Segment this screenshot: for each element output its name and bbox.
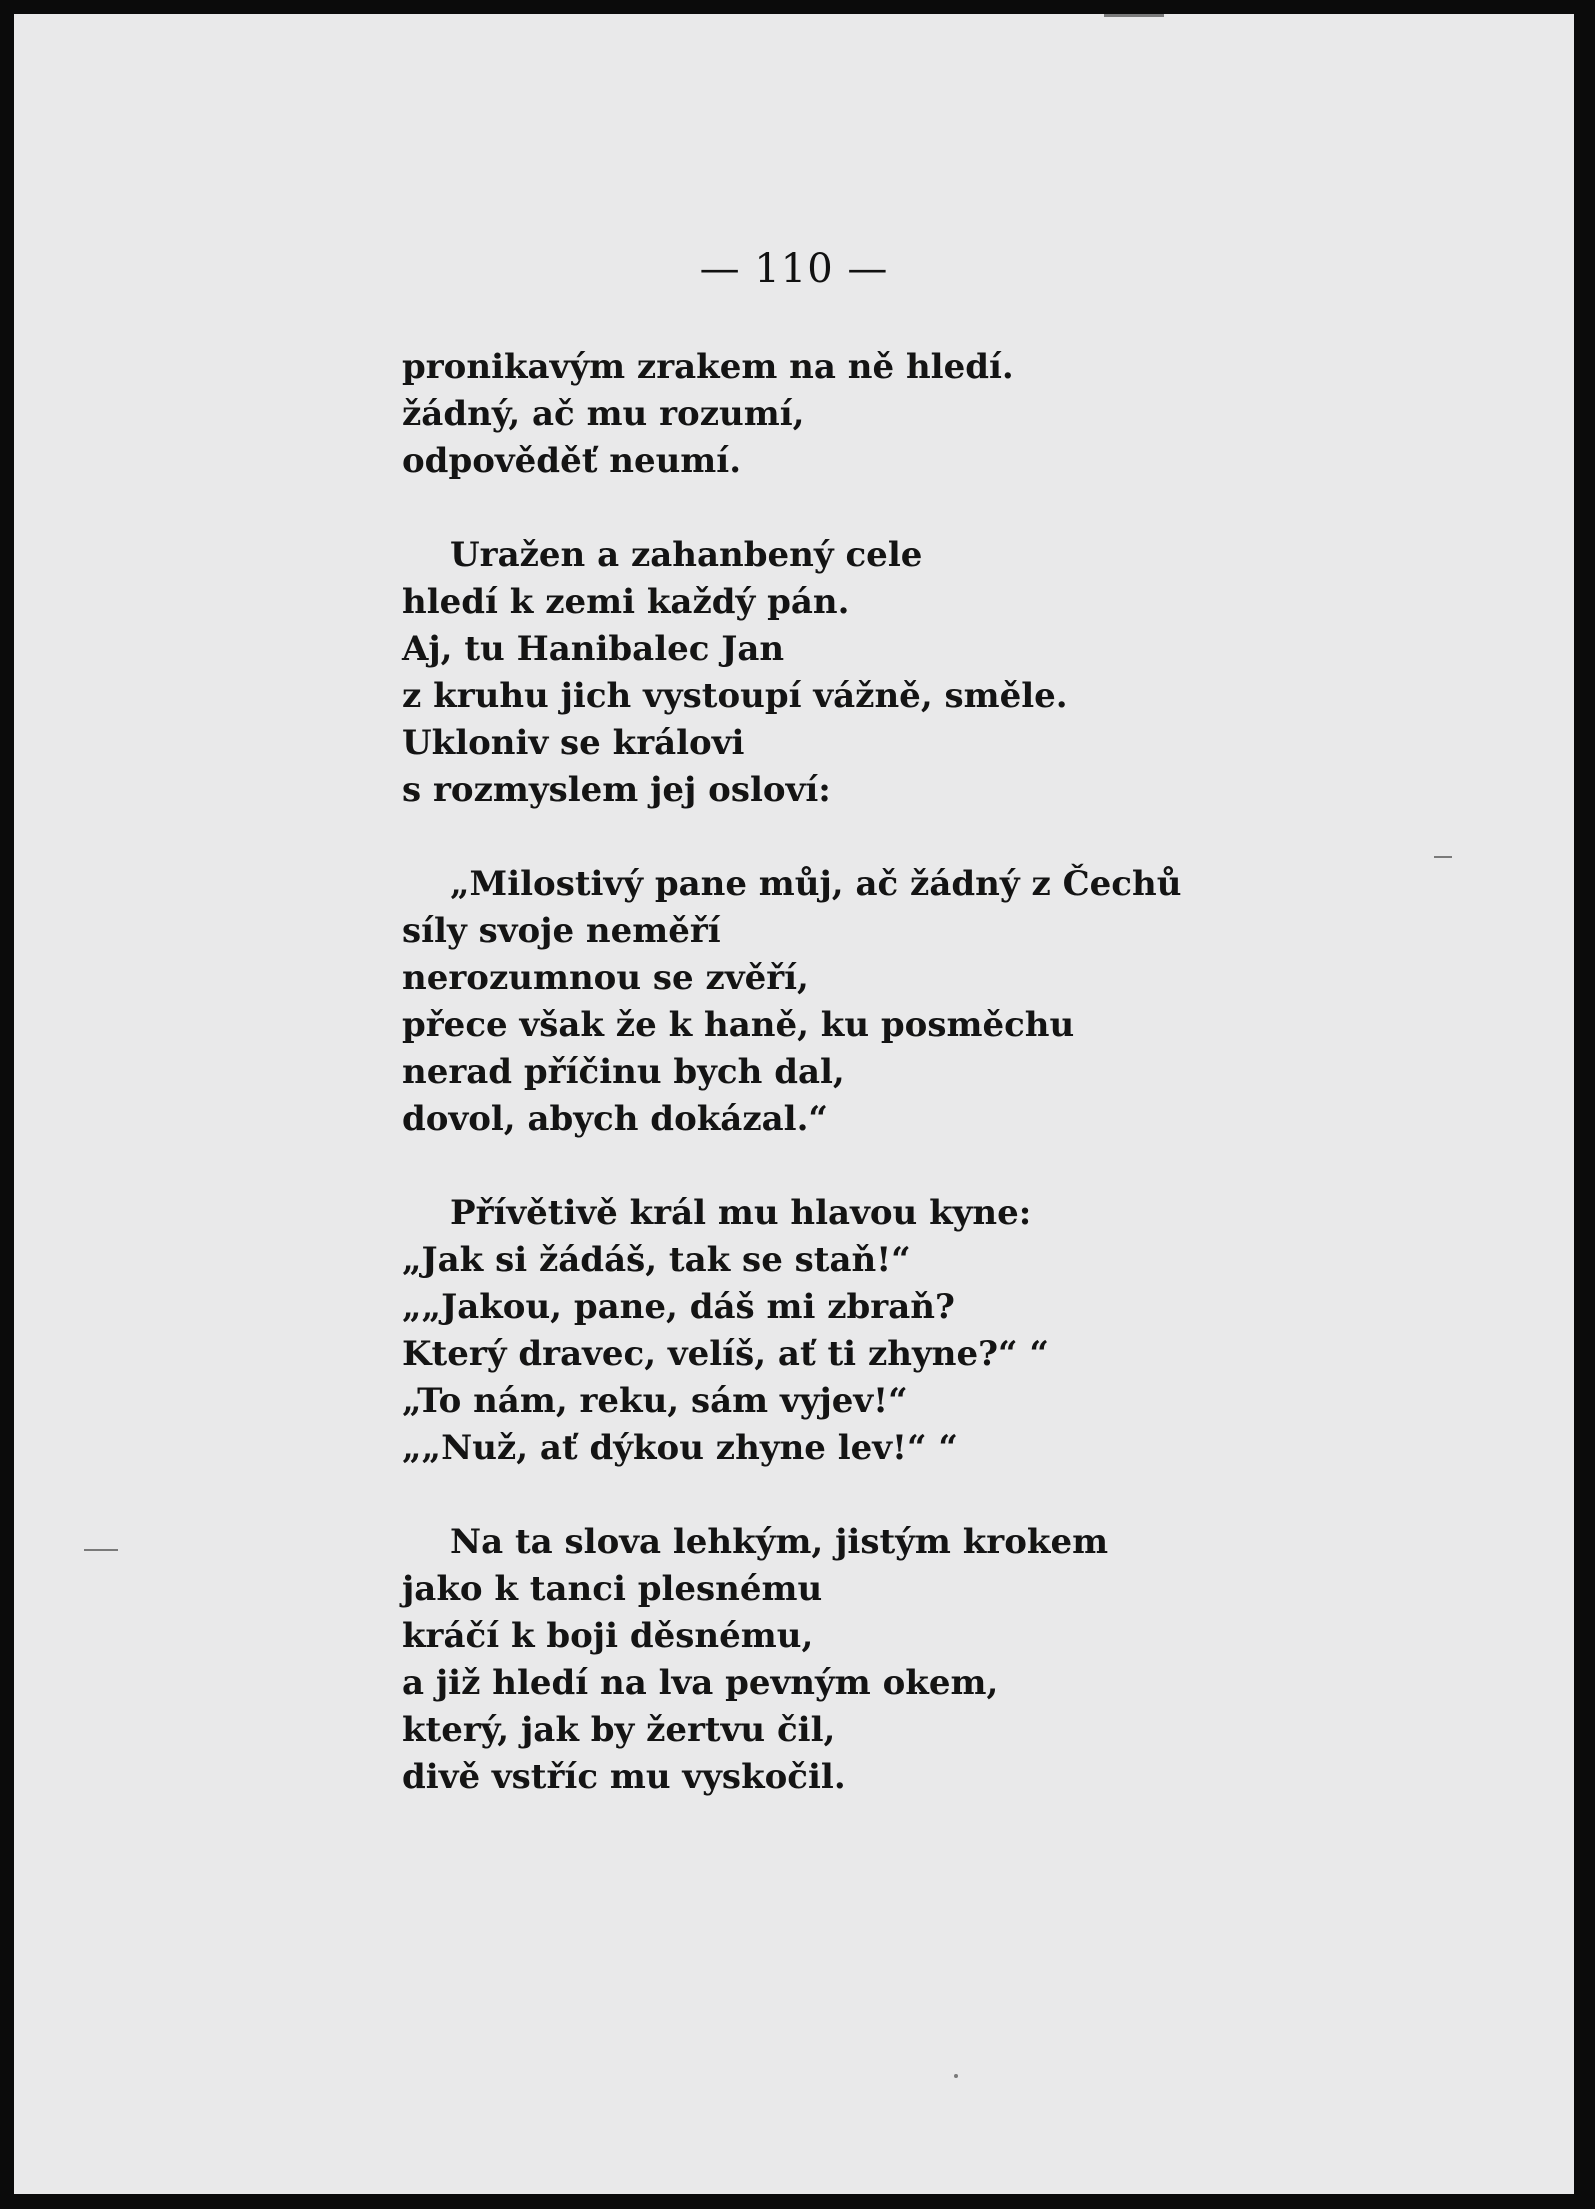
poem-line: dovol, abych dokázal.“ [402, 1099, 828, 1139]
poem-line: pronikavým zrakem na ně hledí. [402, 347, 1014, 387]
poem-line: přece však že k haně, ku posměchu [402, 1005, 1075, 1045]
poem-text [402, 344, 1402, 1801]
poem-line: s rozmyslem jej osloví: [402, 770, 831, 810]
poem-line: „„Jakou, pane, dáš mi zbraň? [402, 1287, 955, 1327]
poem-line: Na ta slova lehkým, jistým krokem [450, 1522, 1109, 1562]
stanza [402, 344, 1402, 485]
book-page [14, 14, 1574, 2194]
poem-line: z kruhu jich vystoupí vážně, směle. [402, 676, 1068, 716]
poem-line: divě vstříc mu vyskočil. [402, 1757, 846, 1797]
poem-line: Který dravec, velíš, ať ti zhyne?“ “ [402, 1334, 1049, 1374]
poem-line: síly svoje neměří [402, 911, 721, 951]
poem-line: hledí k zemi každý pán. [402, 582, 850, 622]
poem-line: Ukloniv se královi [402, 723, 745, 763]
poem-line: který, jak by žertvu čil, [402, 1710, 836, 1750]
poem-line: Přívětivě král mu hlavou kyne: [450, 1193, 1032, 1233]
poem-line: „Milostivý pane můj, ač žádný z Čechů [450, 864, 1182, 904]
stanza [402, 861, 1402, 1143]
poem-line: Uražen a zahanbený cele [450, 535, 923, 575]
poem-line: jako k tanci plesnému [402, 1569, 823, 1609]
scan-speck [954, 2074, 958, 2078]
scan-speck [1104, 14, 1164, 17]
page-number: — 110 — [699, 246, 889, 292]
poem-line: a již hledí na lva pevným okem, [402, 1663, 999, 1703]
stanza [402, 1519, 1402, 1801]
poem-line: odpověděť neumí. [402, 441, 742, 481]
stanza [402, 1190, 1402, 1472]
poem-line: nerad příčinu bych dal, [402, 1052, 845, 1092]
poem-line: „To nám, reku, sám vyjev!“ [402, 1381, 908, 1421]
poem-line: Aj, tu Hanibalec Jan [402, 629, 785, 669]
poem-line: kráčí k boji děsnému, [402, 1616, 814, 1656]
scan-speck [1434, 856, 1452, 858]
scan-speck [84, 1549, 118, 1551]
poem-line: žádný, ač mu rozumí, [402, 394, 805, 434]
poem-line: „Jak si žádáš, tak se staň!“ [402, 1240, 911, 1280]
stanza [402, 532, 1402, 814]
poem-line: „„Nuž, ať dýkou zhyne lev!“ “ [402, 1428, 958, 1468]
poem-line: nerozumnou se zvěří, [402, 958, 809, 998]
